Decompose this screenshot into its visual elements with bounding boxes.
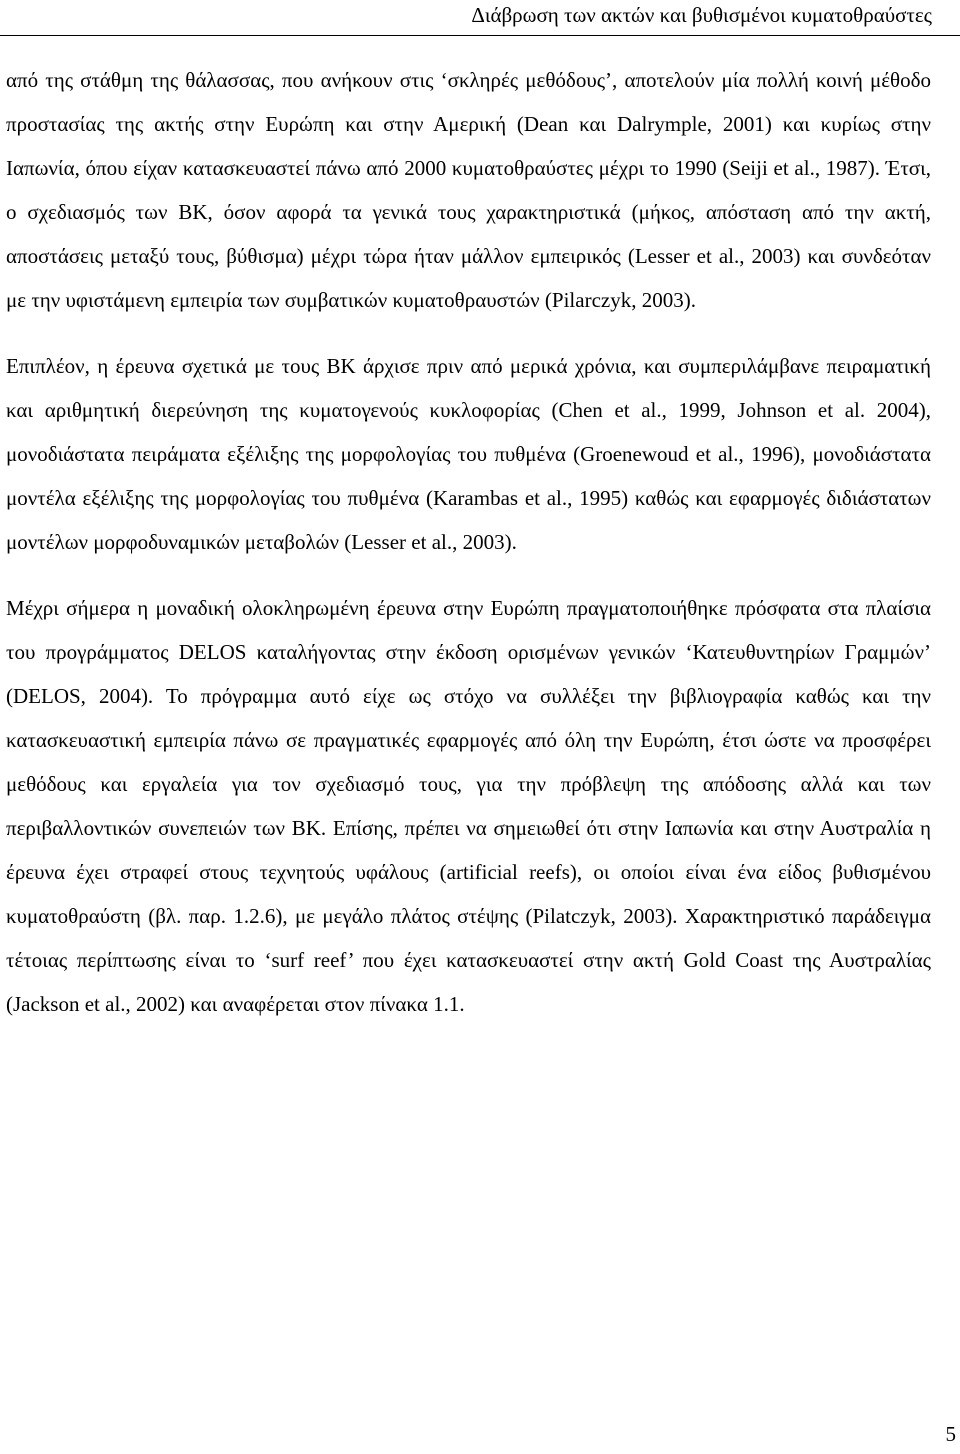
paragraph-2: Επιπλέον, η έρευνα σχετικά με τους ΒΚ άρχισε πριν από μερικά χρόνια, και συμπεριλάμβανε πειραματική και αριθμητική διερεύνηση της κυματογενούς κυκλοφορίας (Chen et al., 1999, Johnson et al. 2004), μονοδιάστατα πειράματα εξέλιξης της μορφολογίας του πυθμένα (Groenewoud et al., 1996), μονοδιάστατα μοντέλα εξέλιξης της μορφολογίας του πυθμένα (Karambas et al., 1995) καθώς και εφαρμογές διδιάστατων μοντέλων μορφοδυναμικών μεταβολών (Lesser et al., 2003). bbox=[6, 354, 931, 554]
page-number: 5 bbox=[945, 1422, 956, 1446]
running-header: Διάβρωση των ακτών και βυθισμένοι κυματοθραύστες bbox=[471, 3, 932, 27]
paragraph-3: Μέχρι σήμερα η μοναδική ολοκληρωμένη έρευνα στην Ευρώπη πραγματοποιήθηκε πρόσφατα στα πλαίσια του προγράμματος DELOS καταλήγοντας στην έκδοση ορισμένων γενικών ‘Κατευθυντηρίων Γραμμών’ (DELOS, 2004). Το πρόγραμμα αυτό είχε ως στόχο να συλλέξει την βιβλιογραφία καθώς και την κατασκευαστική εμπειρία πάνω σε πραγματικές εφαρμογές από όλη την Ευρώπη, έτσι ώστε να προσφέρει μεθόδους και εργαλεία για τον σχεδιασμό τους, για την πρόβλεψη της απόδοσης αλλά και των περιβαλλοντικών συνεπειών των ΒΚ. Επίσης, πρέπει να σημειωθεί ότι στην Ιαπωνία και στην Αυστραλία η έρευνα έχει στραφεί στους τεχνητούς υφάλους (artificial reefs), οι οποίοι είναι ένα είδος βυθισμένου κυματοθραύστη (βλ. παρ. 1.2.6), με μεγάλο πλάτος στέψης (Pilatczyk, 2003). Χαρακτηριστικό παράδειγμα τέτοιας περίπτωσης είναι το ‘surf reef’ που έχει κατασκευαστεί στην ακτή Gold Coast της Αυστραλίας (Jackson et al., 2002) και αναφέρεται στον πίνακα 1.1. bbox=[6, 596, 931, 1016]
header-rule bbox=[0, 35, 960, 36]
body-text bbox=[6, 58, 931, 1026]
paragraph-1: από της στάθμη της θάλασσας, που ανήκουν στις ‘σκληρές μεθόδους’, αποτελούν μία πολλή κοινή μέθοδο προστασίας της ακτής στην Ευρώπη και στην Αμερική (Dean και Dalrymple, 2001) και κυρίως στην Ιαπωνία, όπου είχαν κατασκευαστεί πάνω από 2000 κυματοθραύστες μέχρι το 1990 (Seiji et al., 1987). Έτσι, ο σχεδιασμός των ΒΚ, όσον αφορά τα γενικά τους χαρακτηριστικά (μήκος, απόσταση από την ακτή, αποστάσεις μεταξύ τους, βύθισμα) μέχρι τώρα ήταν μάλλον εμπειρικός (Lesser et al., 2003) και συνδεόταν με την υφιστάμενη εμπειρία των συμβατικών κυματοθραυστών (Pilarczyk, 2003). bbox=[6, 68, 931, 312]
